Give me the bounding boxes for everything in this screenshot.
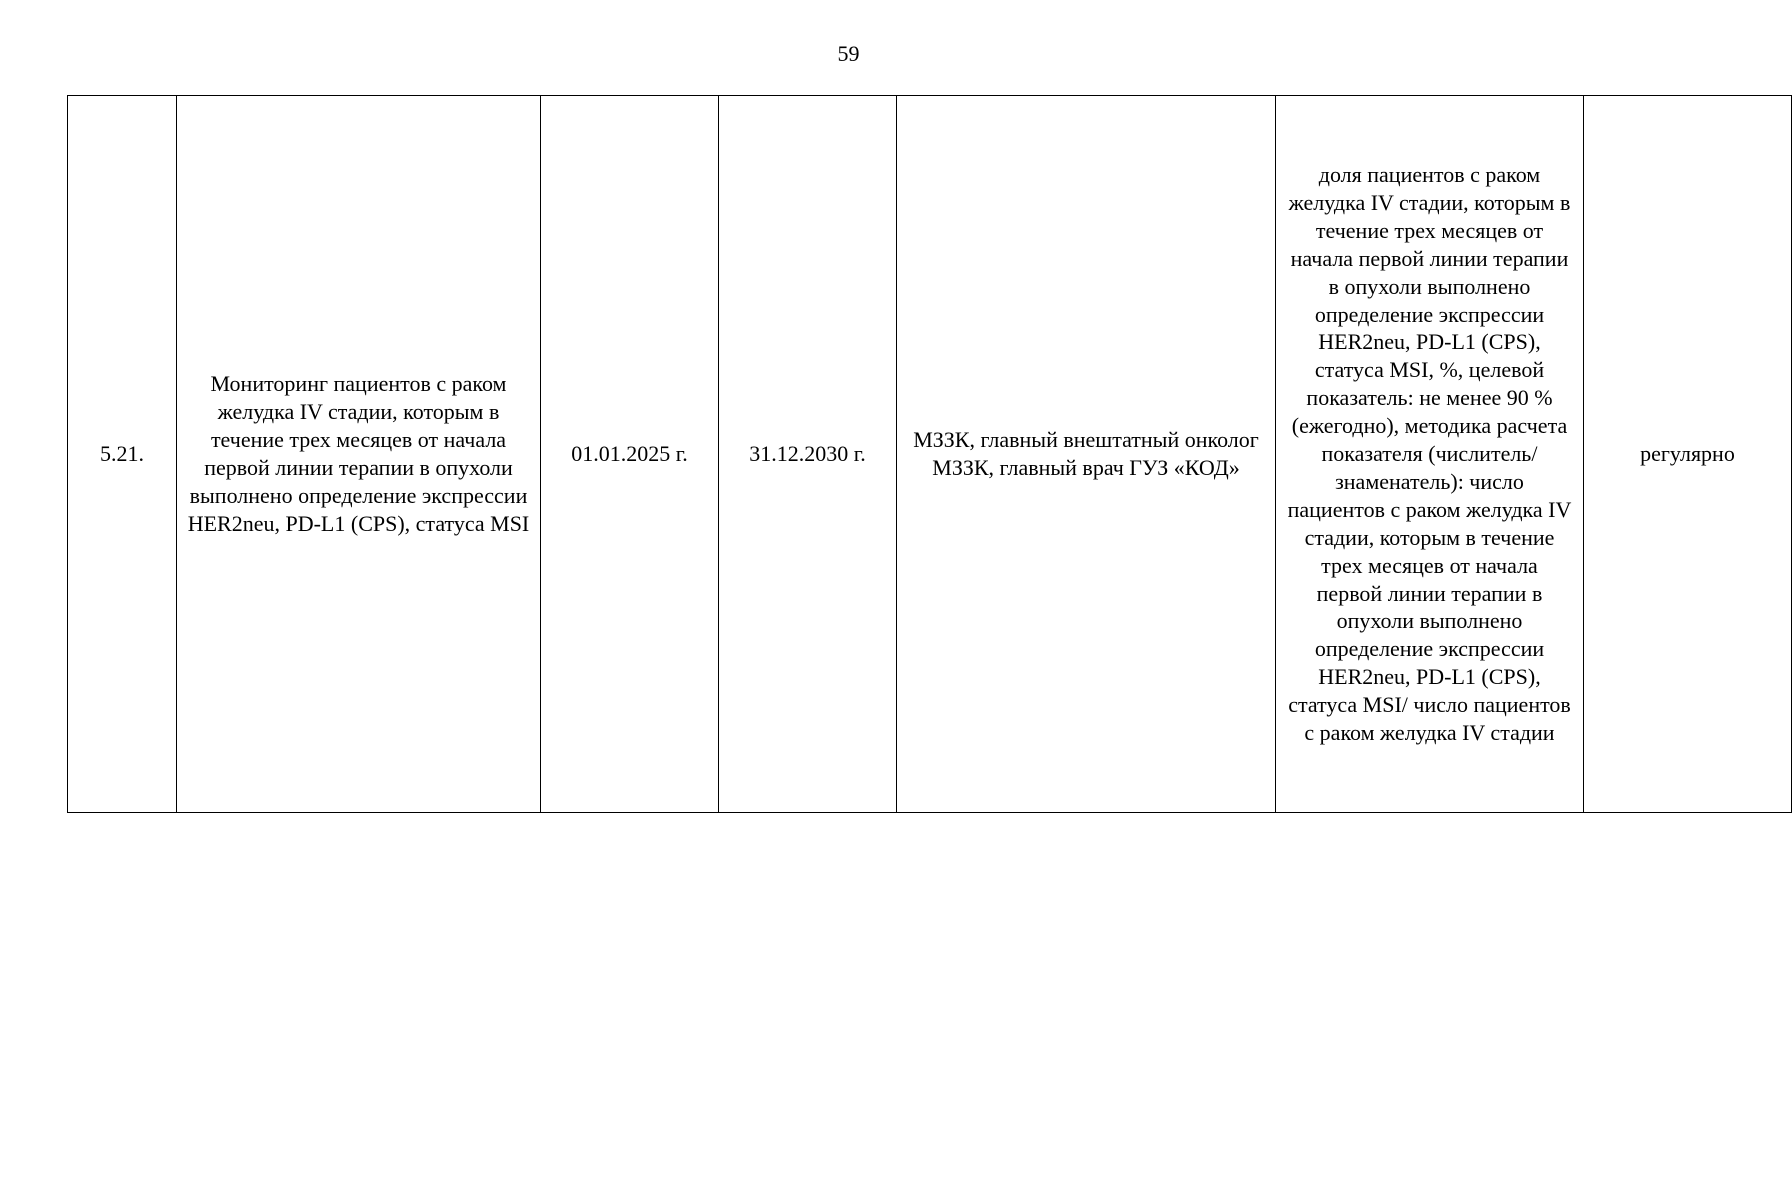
table-row xyxy=(68,96,1792,813)
page-number: 59 xyxy=(837,41,860,66)
activity-title-cell: Мониторинг пациентов с раком желудка IV стадии, которым в течение трех месяцев от начала первой линии терапии в опухоли выполнено определение экспрессии HER2neu, PD-L1 (CPS), статуса MSI xyxy=(177,96,541,813)
plan-table xyxy=(67,95,1792,813)
indicator-cell: доля пациентов с раком желудка IV стадии, которым в течение трех месяцев от начала первой линии терапии в опухоли выполнено определение экспрессии HER2neu, PD-L1 (CPS), статуса MSI, %, целевой показатель: не менее 90 % (ежегодно), методика расчета показателя (числитель/знаменатель): число пациентов с раком желудка IV стадии, которым в течение трех месяцев от начала первой линии терапии в опухоли выполнено определение экспрессии HER2neu, PD-L1 (CPS), статуса MSI/ число пациентов с раком желудка IV стадии xyxy=(1276,96,1584,813)
start-date-cell: 01.01.2025 г. xyxy=(541,96,719,813)
item-number-cell: 5.21. xyxy=(68,96,177,813)
responsible-cell: МЗЗК, главный внештатный онколог МЗЗК, главный врач ГУЗ «КОД» xyxy=(897,96,1276,813)
end-date-cell: 31.12.2030 г. xyxy=(719,96,897,813)
frequency-cell: регулярно xyxy=(1584,96,1792,813)
